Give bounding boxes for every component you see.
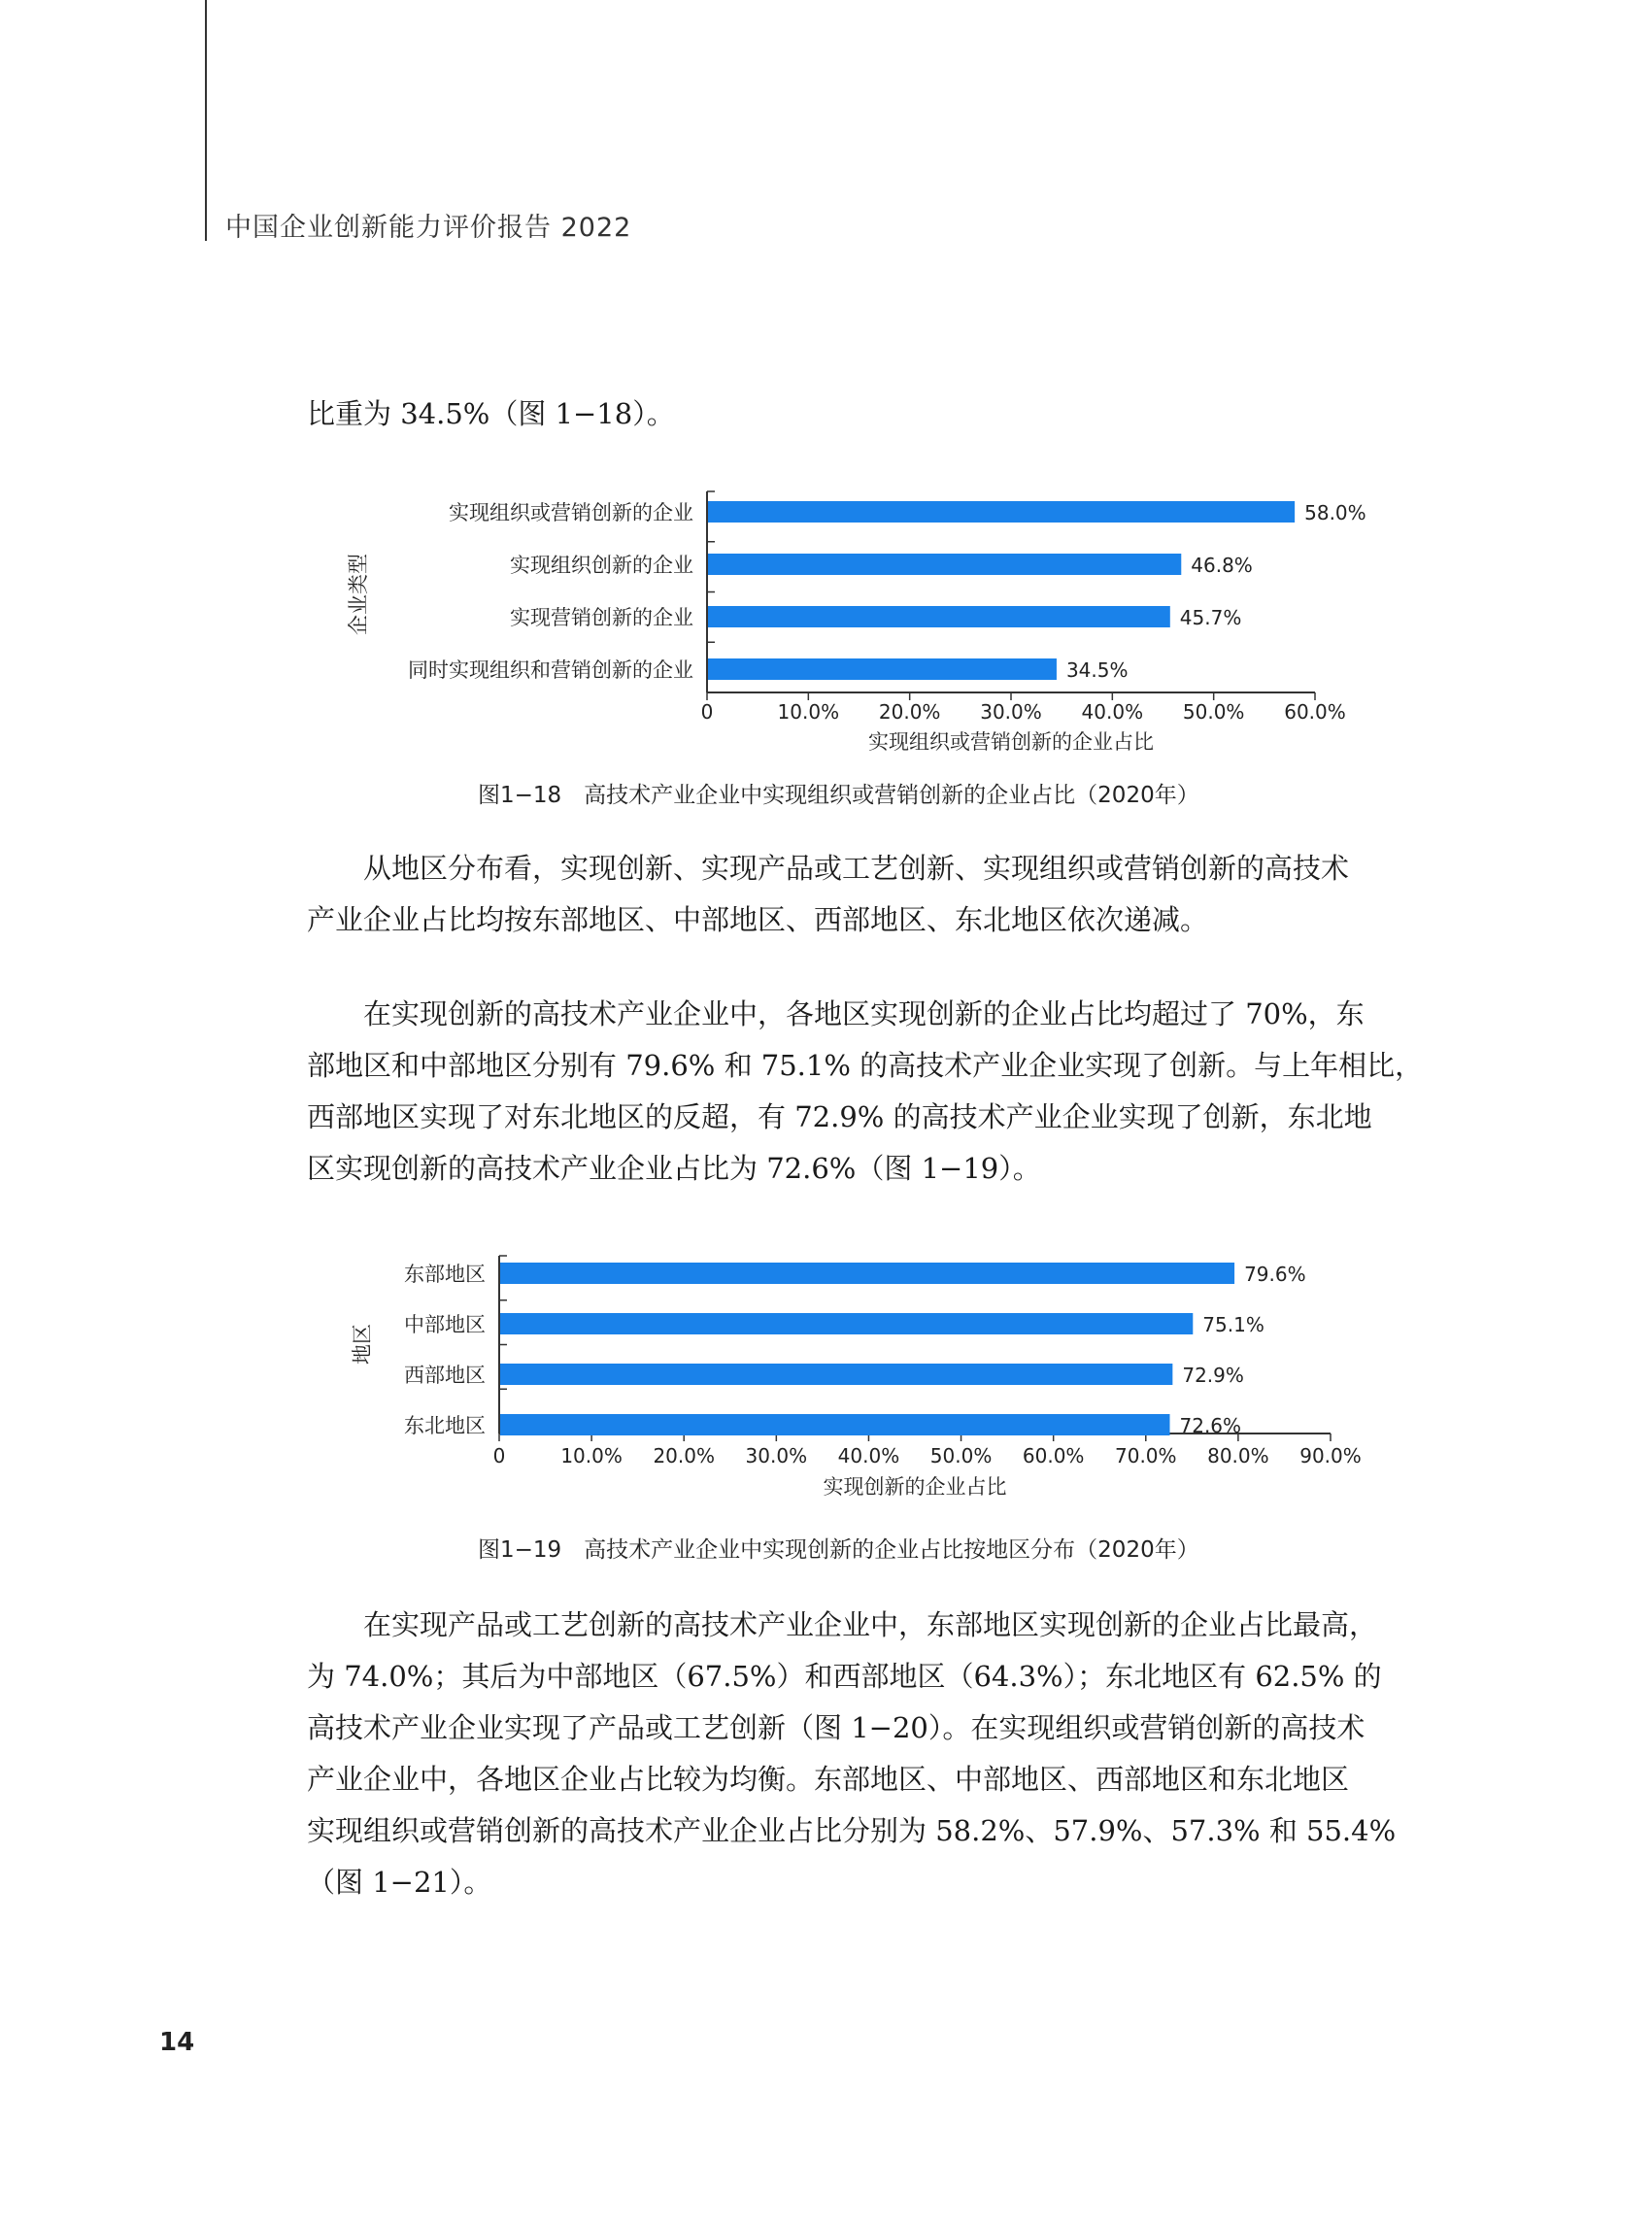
bar: [500, 1263, 1234, 1284]
bar: [500, 1414, 1170, 1435]
x-tick-label: 30.0%: [745, 1444, 808, 1467]
x-axis-title: 实现组织或营销创新的企业占比: [868, 730, 1154, 754]
data-label: 58.0%: [1304, 501, 1366, 524]
category-label: 东部地区: [404, 1263, 486, 1286]
category-label: 同时实现组织和营销创新的企业: [408, 658, 693, 682]
bar: [708, 606, 1170, 627]
x-tick-label: 40.0%: [837, 1444, 900, 1467]
category-label: 东北地区: [404, 1414, 486, 1437]
paragraph-3: [307, 989, 1424, 1195]
x-tick-label: 10.0%: [777, 700, 840, 724]
x-tick-label: 30.0%: [980, 700, 1042, 724]
bar: [708, 554, 1181, 575]
x-tick-label: 40.0%: [1081, 700, 1144, 724]
data-label: 72.9%: [1182, 1364, 1244, 1387]
x-tick-label: 60.0%: [1022, 1444, 1085, 1467]
paragraph-line: 实现组织或营销创新的高技术产业企业占比分别为 58.2%、57.9%、57.3% 和 55.4%: [307, 1814, 1397, 1847]
x-axis-title: 实现创新的企业占比: [823, 1475, 1007, 1499]
paragraph-line: 西部地区实现了对东北地区的反超，有 72.9% 的高技术产业企业实现了创新，东北地: [307, 1100, 1372, 1133]
page-number: 14: [159, 2028, 195, 2057]
x-tick-label: 10.0%: [560, 1444, 623, 1467]
category-label: 中部地区: [404, 1313, 486, 1336]
paragraph-2: [307, 843, 1412, 946]
paragraph-line: 在实现创新的高技术产业企业中，各地区实现创新的企业占比均超过了 70%，东: [363, 997, 1365, 1030]
header-rule: [205, 0, 207, 241]
category-label: 西部地区: [404, 1364, 486, 1387]
data-label: 72.6%: [1179, 1414, 1242, 1437]
paragraph-line: 产业企业占比均按东部地区、中部地区、西部地区、东北地区依次递减。: [307, 903, 1209, 936]
y-axis-title: 地区: [351, 1324, 374, 1365]
paragraph-line: （图 1−21）。: [307, 1866, 492, 1899]
x-tick-label: 90.0%: [1299, 1444, 1362, 1467]
bar: [708, 501, 1295, 523]
x-tick-label: 80.0%: [1207, 1444, 1269, 1467]
paragraph-4: [307, 1600, 1412, 1908]
data-label: 75.1%: [1202, 1313, 1264, 1336]
category-label: 实现组织创新的企业: [510, 554, 693, 577]
paragraph-line: 在实现产品或工艺创新的高技术产业企业中，东部地区实现创新的企业占比最高，: [363, 1608, 1378, 1641]
x-tick-label: 60.0%: [1284, 700, 1346, 724]
running-header: 中国企业创新能力评价报告 2022: [225, 213, 632, 243]
data-label: 45.7%: [1179, 606, 1242, 629]
x-tick-label: 0: [700, 700, 714, 724]
bar: [708, 658, 1057, 680]
figure-caption-1-19: 图1−19 高技术产业企业中实现创新的企业占比按地区分布（2020年）: [478, 1537, 1199, 1563]
bar: [500, 1313, 1193, 1334]
x-tick-label: 50.0%: [1182, 700, 1245, 724]
category-label: 实现营销创新的企业: [510, 606, 693, 629]
paragraph-line: 区实现创新的高技术产业企业占比为 72.6%（图 1−19）。: [307, 1152, 1041, 1185]
category-label: 实现组织或营销创新的企业: [449, 501, 693, 524]
data-label: 34.5%: [1065, 658, 1129, 682]
x-tick-label: 70.0%: [1115, 1444, 1177, 1467]
x-tick-label: 0: [492, 1444, 506, 1467]
bar: [500, 1364, 1172, 1385]
data-label: 79.6%: [1244, 1263, 1306, 1286]
paragraph-line: 高技术产业企业实现了产品或工艺创新（图 1−20）。在实现组织或营销创新的高技术: [307, 1711, 1365, 1744]
x-tick-label: 20.0%: [878, 700, 941, 724]
data-label: 46.8%: [1191, 554, 1253, 577]
paragraph-line: 从地区分布看，实现创新、实现产品或工艺创新、实现组织或营销创新的高技术: [363, 852, 1350, 885]
paragraph-line: 为 74.0%；其后为中部地区（67.5%）和西部地区（64.3%）；东北地区有 62.5% 的: [307, 1660, 1382, 1693]
y-axis-title: 企业类型: [347, 554, 370, 635]
paragraph-line: 部地区和中部地区分别有 79.6% 和 75.1% 的高技术产业企业实现了创新。与上年相比，: [307, 1049, 1424, 1082]
paragraph-1: [307, 388, 1412, 440]
x-tick-label: 50.0%: [929, 1444, 993, 1467]
x-tick-label: 20.0%: [653, 1444, 715, 1467]
paragraph-line: 比重为 34.5%（图 1−18）。: [307, 397, 675, 430]
figure-caption-1-18: 图1−18 高技术产业企业中实现组织或营销创新的企业占比（2020年）: [478, 783, 1199, 808]
paragraph-line: 产业企业中，各地区企业占比较为均衡。东部地区、中部地区、西部地区和东北地区: [307, 1763, 1350, 1796]
